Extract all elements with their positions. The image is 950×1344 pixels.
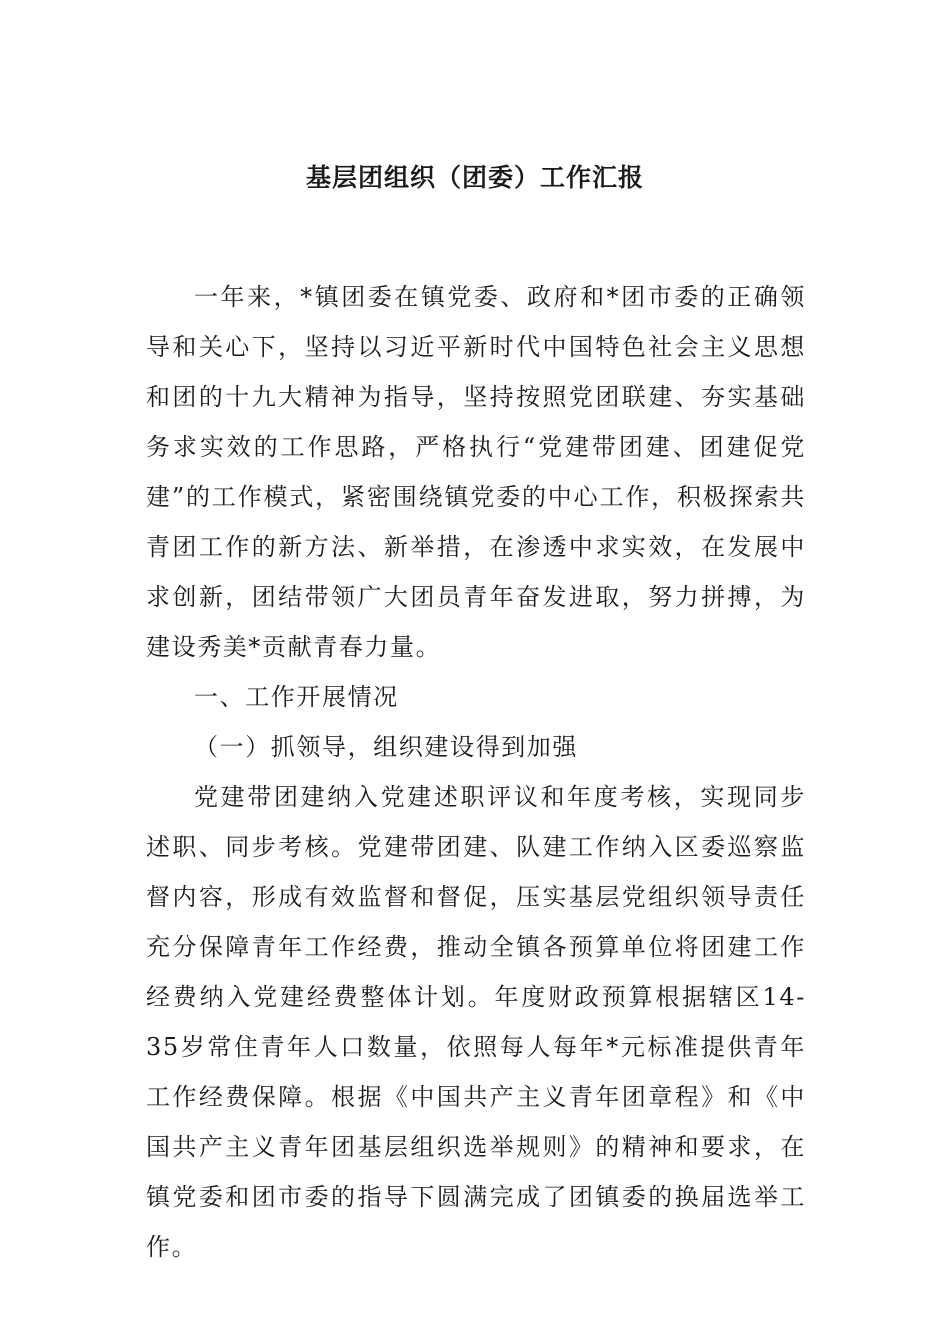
document-body: [146, 272, 806, 1272]
section-heading: 一、工作开展情况: [194, 683, 399, 711]
document-title: 基层团组织（团委）工作汇报: [305, 163, 644, 192]
body-paragraph: 党建带团建纳入党建述职评议和年度考核，实现同步述职、同步考核。党建带团建、队建工作纳入区委巡察监督内容，形成有效监督和督促，压实基层党组织领导责任充分保障青年工作经费，推动全镇各预算单位将团建工作经费纳入党建经费整体计划。年度财政预算根据辖区14-35岁常住青年人口数量，依照每人每年*元标准提供青年工作经费保障。根据《中国共产主义青年团章程》和《中国共产主义青年团基层组织选举规则》的精神和要求，在镇党委和团市委的指导下圆满完成了团镇委的换届选举工作。: [146, 783, 806, 1261]
subsection-heading: （一）抓领导，组织建设得到加强: [194, 733, 578, 761]
intro-paragraph: 一年来，*镇团委在镇党委、政府和*团市委的正确领导和关心下，坚持以习近平新时代中国特色社会主义思想和团的十九大精神为指导，坚持按照党团联建、夯实基础务求实效的工作思路，严格执行“党建带团建、团建促党建”的工作模式，紧密围绕镇党委的中心工作，积极探索共青团工作的新方法、新举措，在渗透中求实效，在发展中求创新，团结带领广大团员青年奋发进取，努力拼搏，为建设秀美*贡献青春力量。: [146, 283, 806, 661]
